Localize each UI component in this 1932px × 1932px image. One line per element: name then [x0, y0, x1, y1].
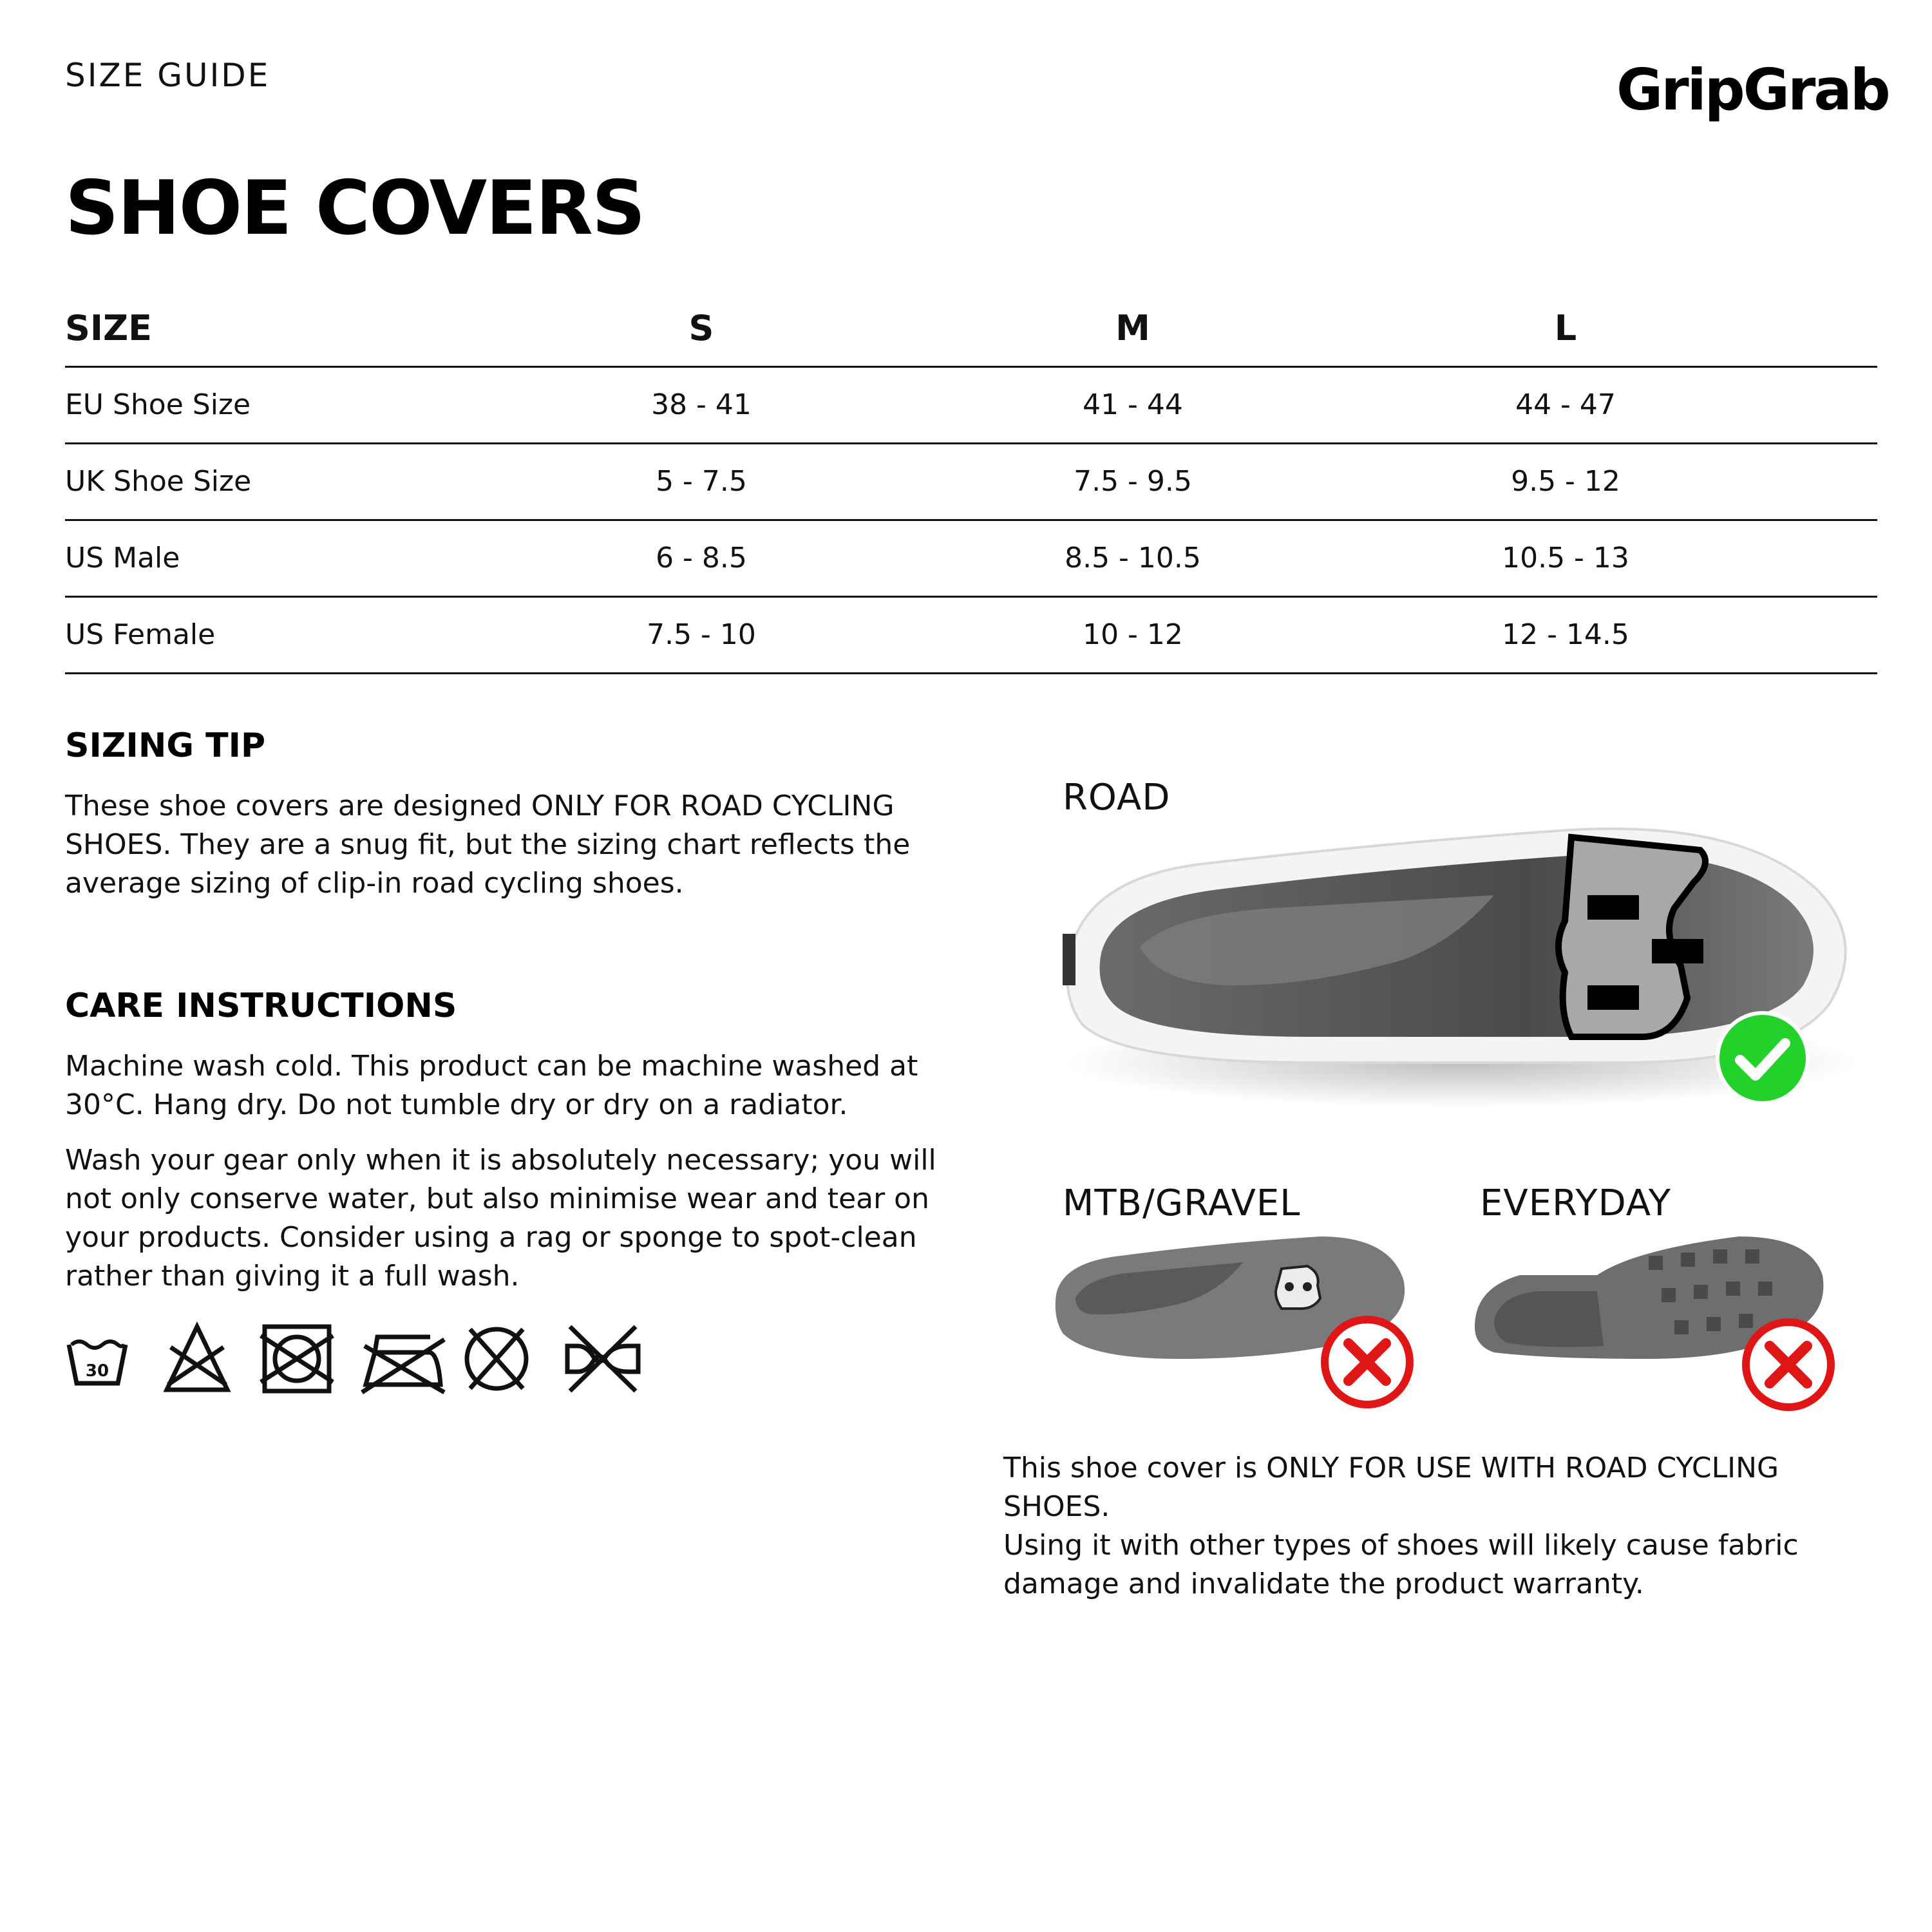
- cell-s: 6 - 8.5: [656, 542, 747, 574]
- warranty-warning-text: This shoe cover is ONLY FOR USE WITH ROAD CYCLING SHOES. Using it with other types of shoes will likely cause fabric damage and invalidate the product warranty.: [1003, 1452, 1799, 1600]
- cell-l: 44 - 47: [1515, 388, 1616, 421]
- row-label: EU Shoe Size: [65, 388, 251, 421]
- sizing-tip-text: These shoe covers are designed ONLY FOR ROAD CYCLING SHOES. They are a snug fit, but the sizing chart reflects the average sizing of clip-in road cycling shoes.: [65, 790, 911, 900]
- no-dry-clean-icon: [461, 1320, 532, 1397]
- sizing-tip-heading: SIZING TIP: [65, 726, 266, 765]
- cross-icon: [1740, 1316, 1837, 1413]
- cell-s: 38 - 41: [651, 388, 752, 421]
- care-icons: [65, 1320, 645, 1397]
- no-tumble-dry-icon: [258, 1320, 336, 1397]
- wash-temp-label: 30: [85, 1361, 109, 1381]
- cell-m: 8.5 - 10.5: [1065, 542, 1201, 574]
- cell-l: 10.5 - 13: [1502, 542, 1629, 574]
- table-row: [65, 444, 1877, 521]
- wash-30-icon: [65, 1327, 129, 1391]
- size-guide-label: SIZE GUIDE: [65, 57, 270, 94]
- no-iron-icon: [358, 1320, 448, 1397]
- table-row: [65, 368, 1877, 444]
- header-size: SIZE: [65, 308, 153, 348]
- page-title: SHOE COVERS: [65, 165, 645, 252]
- cell-m: 10 - 12: [1083, 618, 1183, 651]
- care-heading: CARE INSTRUCTIONS: [65, 987, 457, 1025]
- cell-s: 7.5 - 10: [647, 618, 756, 651]
- mtb-gravel-label: MTB/GRAVEL: [1063, 1182, 1301, 1224]
- check-icon: [1714, 1010, 1811, 1106]
- table-row: [65, 521, 1877, 598]
- row-label: US Male: [65, 542, 180, 574]
- cell-m: 41 - 44: [1083, 388, 1183, 421]
- cell-s: 5 - 7.5: [656, 465, 747, 498]
- header-m: M: [1115, 308, 1150, 348]
- care-text-1: Machine wash cold. This product can be machine washed at 30°C. Hang dry. Do not tumble dry or dry on a radiator.: [65, 1050, 918, 1121]
- row-label: US Female: [65, 618, 216, 651]
- no-bleach-icon: [162, 1320, 232, 1397]
- cell-m: 7.5 - 9.5: [1074, 465, 1192, 498]
- table-row: [65, 598, 1877, 674]
- header-l: L: [1554, 308, 1577, 348]
- gripgrab-logo: GripGrab: [1616, 57, 1889, 123]
- care-text-2: Wash your gear only when it is absolutely necessary; you will not only conserve water, but also minimise wear and tear on your products. Consider using a rag or sponge to spot-clean rather than giving it a full wash.: [65, 1144, 936, 1293]
- header-s: S: [688, 308, 714, 348]
- row-label: UK Shoe Size: [65, 465, 252, 498]
- table-header-row: [65, 303, 1877, 368]
- cross-icon: [1319, 1314, 1416, 1410]
- size-table: [65, 303, 1877, 674]
- cell-l: 9.5 - 12: [1511, 465, 1620, 498]
- cell-l: 12 - 14.5: [1502, 618, 1629, 651]
- road-label: ROAD: [1063, 777, 1171, 819]
- everyday-label: EVERYDAY: [1480, 1182, 1671, 1224]
- no-wring-icon: [561, 1320, 645, 1397]
